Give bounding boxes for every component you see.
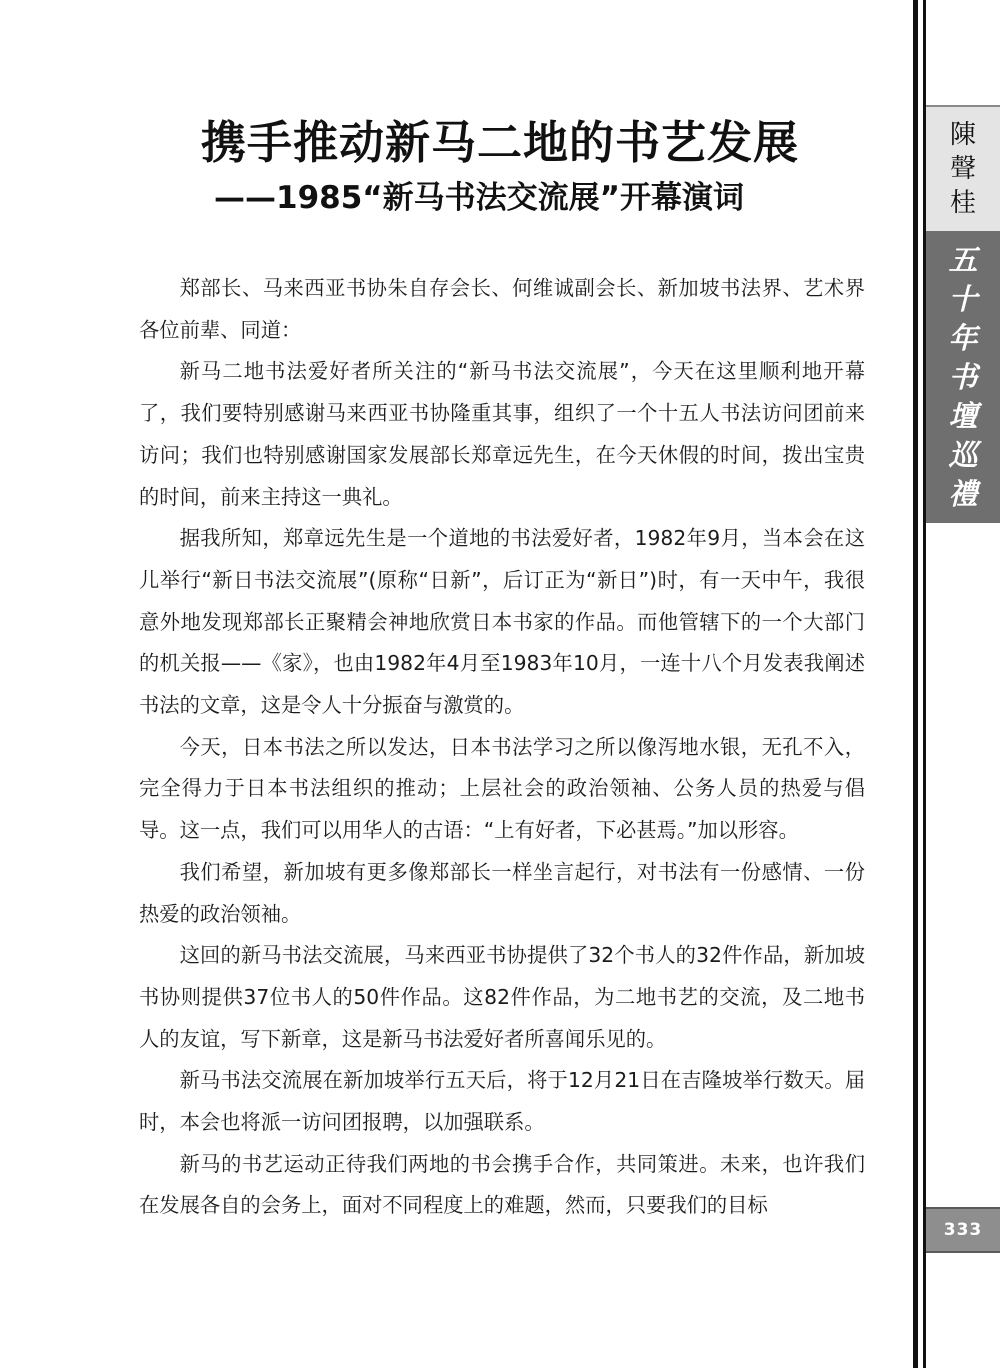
book-title-char: 书 [948,359,978,394]
paragraph: 郑部长、马来西亚书协朱自存会长、何维诚副会长、新加坡书法界、艺术界各位前辈、同道： [139,276,865,342]
paragraph: 新马书法交流展在新加坡举行五天后，将于12月21日在吉隆坡举行数天。届时，本会也将派一访问团报聘，以加强联系。 [139,1068,865,1135]
sidebar-book-title-tab [926,231,1000,523]
book-title-char: 年 [948,320,978,355]
paragraph: 新马的书艺运动正待我们两地的书会携手合作，共同策进。未来，也许我们在发展各自的会务上，面对不同程度上的难题，然而，只要我们的目标 [139,1151,865,1218]
paragraph: 新马二地书法爱好者所关注的“新马书法交流展”，今天在这里顺利地开幕了，我们要特别感谢马来西亚书协隆重其事，组织了一个十五人书法访问团前来访问；我们也特别感谢国家发展部长郑章远先生，在今天休假的时间，拨出宝贵的时间，前来主持这一典礼。 [139,359,865,509]
book-title-char: 十 [948,281,978,316]
article-title-text: 携手推动新马二地的书艺发展 [200,116,799,169]
book-title-char: 五 [948,242,978,277]
author-char: 陳 [949,120,976,150]
article-body [139,268,865,1227]
paragraph: 这回的新马书法交流展，马来西亚书协提供了32个书人的32件作品，新加坡书协则提供37位书人的50件作品。这82件作品，为二地书艺的交流，及二地书人的友谊，写下新章，这是新马书法爱好者所喜闻乐见的。 [139,943,865,1051]
paragraph: 我们希望，新加坡有更多像郑部长一样坐言起行，对书法有一份感情、一份热爱的政治领袖。 [139,859,865,926]
book-title-char: 壇 [948,398,978,433]
author-char: 聲 [949,154,976,184]
article-title [0,106,1000,171]
author-char: 桂 [949,188,976,218]
paragraph: 今天，日本书法之所以发达，日本书法学习之所以像泻地水银，无孔不入，完全得力于日本书法组织的推动；上层社会的政治领袖、公务人员的热爱与倡导。这一点，我们可以用华人的古语：“上有好者，下必甚焉。”加以形容。 [139,734,865,843]
book-title-char: 禮 [948,476,978,511]
paragraph: 据我所知，郑章远先生是一个道地的书法爱好者，1982年9月，当本会在这儿举行“新日书法交流展”(原称“日新”，后订正为“新日”)时，有一天中午，我很意外地发现郑部长正聚精会神地欣赏日本书家的作品。而他管辖下的一个大部门的机关报——《家》，也由1982年4月至1983年10月，一连十八个月发表我阐述书法的文章，这是令人十分振奋与激赏的。 [139,526,865,718]
page-number: 333 [943,1220,983,1240]
book-title-char: 巡 [948,437,978,472]
page-number-tab [926,1207,1000,1253]
sidebar-author-tab [926,105,1000,233]
article-subtitle: ——1985“新马书法交流展”开幕演词 [214,180,745,216]
